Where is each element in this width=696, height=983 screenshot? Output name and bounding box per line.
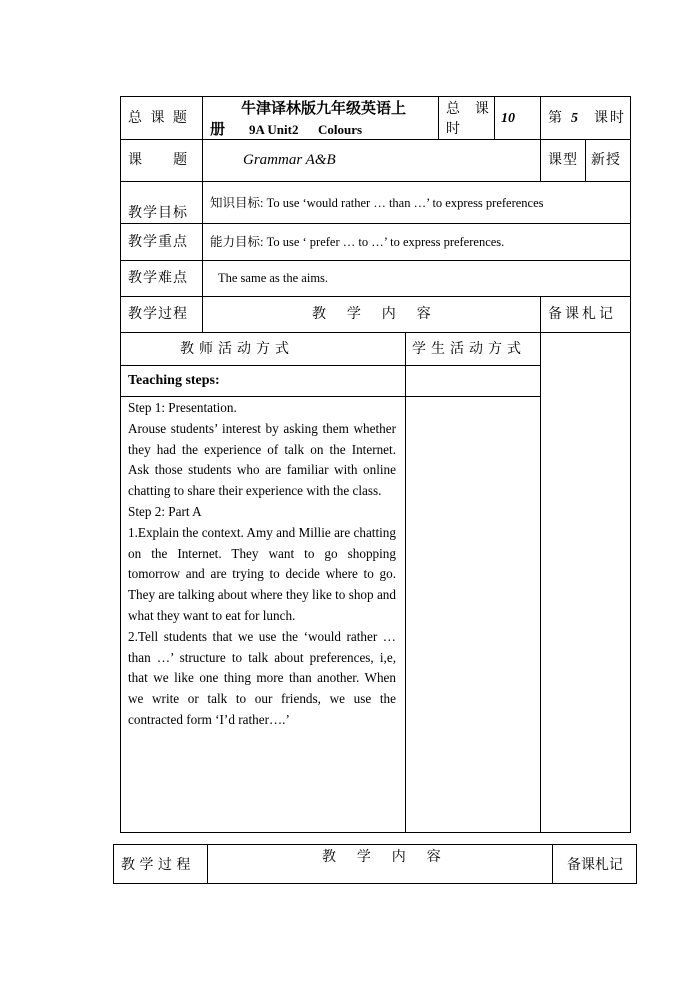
footer-border-left (113, 844, 114, 884)
table-border-bottom (120, 832, 631, 833)
row-line (120, 223, 631, 224)
process-label: 教学过程 (128, 306, 188, 322)
col-line (438, 96, 439, 140)
row-line (120, 396, 540, 397)
col-line (540, 296, 541, 833)
footer-notes-label: 备课札记 (567, 857, 623, 873)
row-line (120, 139, 631, 140)
row-line (120, 332, 631, 333)
total-hours-value: 10 (501, 111, 515, 126)
row-line (120, 365, 540, 366)
row-line (120, 181, 631, 182)
topic-label: 课 题 (128, 152, 188, 168)
key-points-label: 教学重点 (128, 234, 188, 250)
period-suffix: 课时 (594, 110, 626, 126)
step-paragraph: Step 2: Part A (128, 503, 202, 519)
step-paragraph: 2.Tell students that we use the ‘would rather … than …’ structure to talk about preferences, i,e, that we like one thing more than another. When we write or talk to our friends, we use the contracted form ‘I’d rather….’ (128, 628, 396, 727)
row-line (120, 260, 631, 261)
teaching-steps-heading: Teaching steps: (128, 373, 220, 388)
unit-code: 9A Unit2 (249, 122, 299, 137)
type-label: 课型 (548, 152, 578, 168)
difficulty-label: 教学难点 (128, 270, 188, 286)
unit-title: Colours (318, 122, 363, 137)
total-hours-label-1: 总 课 (446, 101, 491, 117)
total-topic-label: 总 课 题 (128, 110, 189, 126)
objective-value: 知识目标: To use ‘would rather … than …’ to express preferences (210, 196, 544, 210)
table-border-left (120, 96, 121, 833)
footer-content-label: 教 学 内 容 (322, 849, 445, 865)
col-line (202, 96, 203, 333)
objective-label: 教学目标 (128, 205, 188, 221)
total-topic-line2-prefix: 册 (210, 120, 226, 138)
period-number: 5 (571, 111, 578, 126)
step-paragraph: Step 1: Presentation. (128, 400, 237, 415)
total-topic-line1: 牛津译林版九年级英语上 (241, 99, 407, 117)
footer-process-label: 教 学 过 程 (121, 857, 191, 873)
table-border-top (120, 96, 631, 97)
footer-col-line (207, 844, 208, 884)
footer-col-line (552, 844, 553, 884)
row-line (120, 296, 631, 297)
footer-border-top (113, 844, 637, 845)
topic-value: Grammar A&B (243, 152, 336, 168)
content-label: 教 学 内 容 (312, 306, 435, 322)
notes-label: 备课札记 (548, 306, 616, 322)
col-line (405, 332, 406, 833)
footer-border-bottom (113, 883, 637, 884)
total-hours-label-2: 时 (446, 121, 462, 137)
footer-border-right (636, 844, 637, 884)
key-points-value: 能力目标: To use ‘ prefer … to …’ to express preferences. (210, 235, 505, 249)
difficulty-value: The same as the aims. (218, 271, 329, 285)
student-activity-header: 学生活动方式 (412, 341, 526, 357)
step-paragraph: Arouse students’ interest by asking them whether they had the experience of talk on the Internet. Ask those students who are familiar with online chatting to share their experience with the class. (128, 420, 396, 499)
period-prefix: 第 (548, 110, 564, 126)
table-border-right (630, 96, 631, 833)
col-line (540, 96, 541, 182)
teaching-steps-body (128, 398, 396, 731)
col-line (585, 139, 586, 182)
teacher-activity-header: 教师活动方式 (180, 341, 294, 357)
col-line (494, 96, 495, 140)
step-paragraph: 1.Explain the context. Amy and Millie are chatting on the Internet. They want to go shopping tomorrow and are trying to decide where to go. They are talking about where they like to shop and what they want to eat for lunch. (128, 524, 396, 623)
type-value: 新授 (591, 152, 621, 168)
